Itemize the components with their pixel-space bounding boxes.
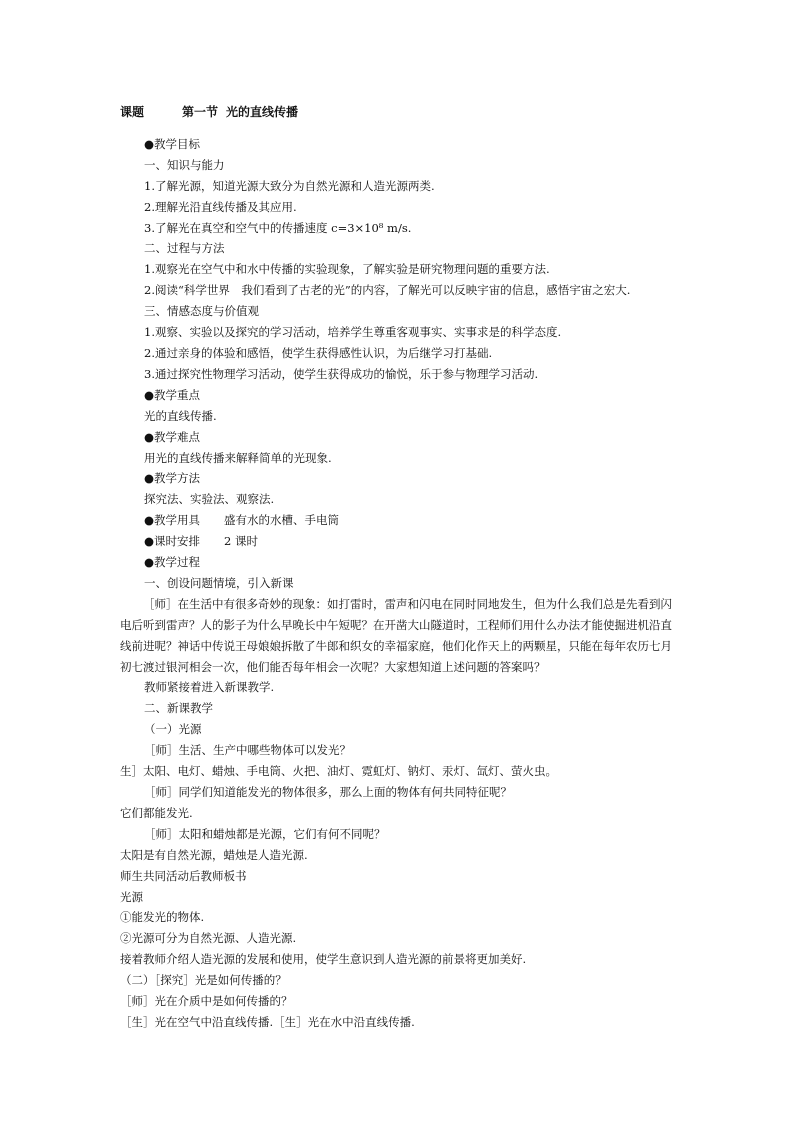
text-line: ●教学重点 [144,387,201,402]
text-line: 2.通过亲身的体验和感悟，使学生获得感性认识，为后继学习打基础. [144,345,493,360]
lesson-title [120,102,680,123]
part1-heading: 一、创设问题情境，引入新课 [144,575,294,590]
tools-label: ●教学用具 [144,513,201,528]
text-line: （一）光源 [144,722,202,737]
process-heading: ●教学过程 [144,555,201,570]
lesson-plan [120,102,680,1033]
text-line: 3.通过探究性物理学习活动，使学生获得成功的愉悦，乐于参与物理学习活动. [144,366,539,381]
text-line: 3.了解光在真空和空气中的传播速度 c=3×10⁸ m/s. [144,220,412,235]
intro-paragraph: ［师］在生活中有很多奇妙的现象：如打雷时，雷声和闪电在同时同地发生，但为什么我们总是先看到闪电后听到雷声？人的影子为什么早晚长中午短呢？在开凿大山隧道时，工程师们用什么办法才能使掘进机沿直线前进呢？神话中传说王母娘娘拆散了牛郎和织女的幸福家庭，他们化作天上的两颗星，只能在每年农历七月初七渡过银河相会一次，他们能否每年相会一次呢？大家想知道上述问题的答案吗？ [120,596,672,674]
tools-line [120,510,680,531]
text-line: 接着教师介绍人造光源的发展和使用，使学生意识到人造光源的前景将更加美好. [120,952,527,967]
text-line: ②光源可分为自然光源、人造光源. [120,931,297,946]
text-line: 二、过程与方法 [144,241,225,256]
text-line: 用光的直线传播来解释简单的光现象. [144,450,332,465]
text-line: 1.了解光源，知道光源大致分为自然光源和人造光源两类. [144,178,435,193]
text-line: 探究法、实验法、观察法. [144,492,275,507]
text-line: 光源 [120,889,143,904]
text-line: 2.阅读“科学世界 我们看到了古老的光”的内容，了解光可以反映宇宙的信息，感悟宇宙之宏大. [144,283,631,298]
text-line: ①能发光的物体. [120,910,205,925]
title-section: 第一节 [182,105,219,119]
text-line: 它们都能发光. [120,805,193,820]
text-line: 生］太阳、电灯、蜡烛、手电筒、火把、油灯、霓虹灯、钠灯、汞灯、氙灯、萤火虫。 [120,764,557,779]
tools-value: 盛有水的水槽、手电筒 [224,513,340,528]
text-line: 一、知识与能力 [144,157,225,172]
text-line: 光的直线传播. [144,408,217,423]
text-line: 1.观察、实验以及探究的学习活动，培养学生尊重客观事实、实事求是的科学态度. [144,325,562,340]
text-line: ［师］光在介质中是如何传播的？ [120,994,293,1009]
title-name: 光的直线传播 [226,105,299,119]
text-line: 师生共同活动后教师板书 [120,868,247,883]
text-line: ●教学方法 [144,471,201,486]
text-line: ［师］同学们知道能发光的物体很多，那么上面的物体有何共同特征呢？ [144,785,512,799]
schedule-value: 2 课时 [224,534,259,549]
text-line: 三、情感态度与价值观 [144,304,259,319]
text-line: 二、新课教学 [144,701,213,716]
text-line: ●教学难点 [144,429,201,444]
schedule-line [120,531,680,552]
text-line: 教师紧接着进入新课教学. [144,680,275,695]
text-line: ［生］光在空气中沿直线传播.［生］光在水中沿直线传播. [120,1014,415,1029]
text-line: （二）［探究］光是如何传播的？ [120,973,287,988]
text-line: 1.观察光在空气中和水中传播的实验现象，了解实验是研究物理问题的重要方法. [144,262,550,277]
text-line: ●教学目标 [144,136,201,151]
text-line: 2.理解光沿直线传播及其应用. [144,199,297,214]
schedule-label: ●课时安排 [144,534,201,549]
text-line: 太阳是有自然光源，蜡烛是人造光源. [120,847,308,862]
text-line: ［师］太阳和蜡烛都是光源，它们有何不同呢？ [144,826,386,841]
text-line: ［师］生活、生产中哪些物体可以发光？ [144,743,351,758]
title-label: 课题 [120,105,145,119]
